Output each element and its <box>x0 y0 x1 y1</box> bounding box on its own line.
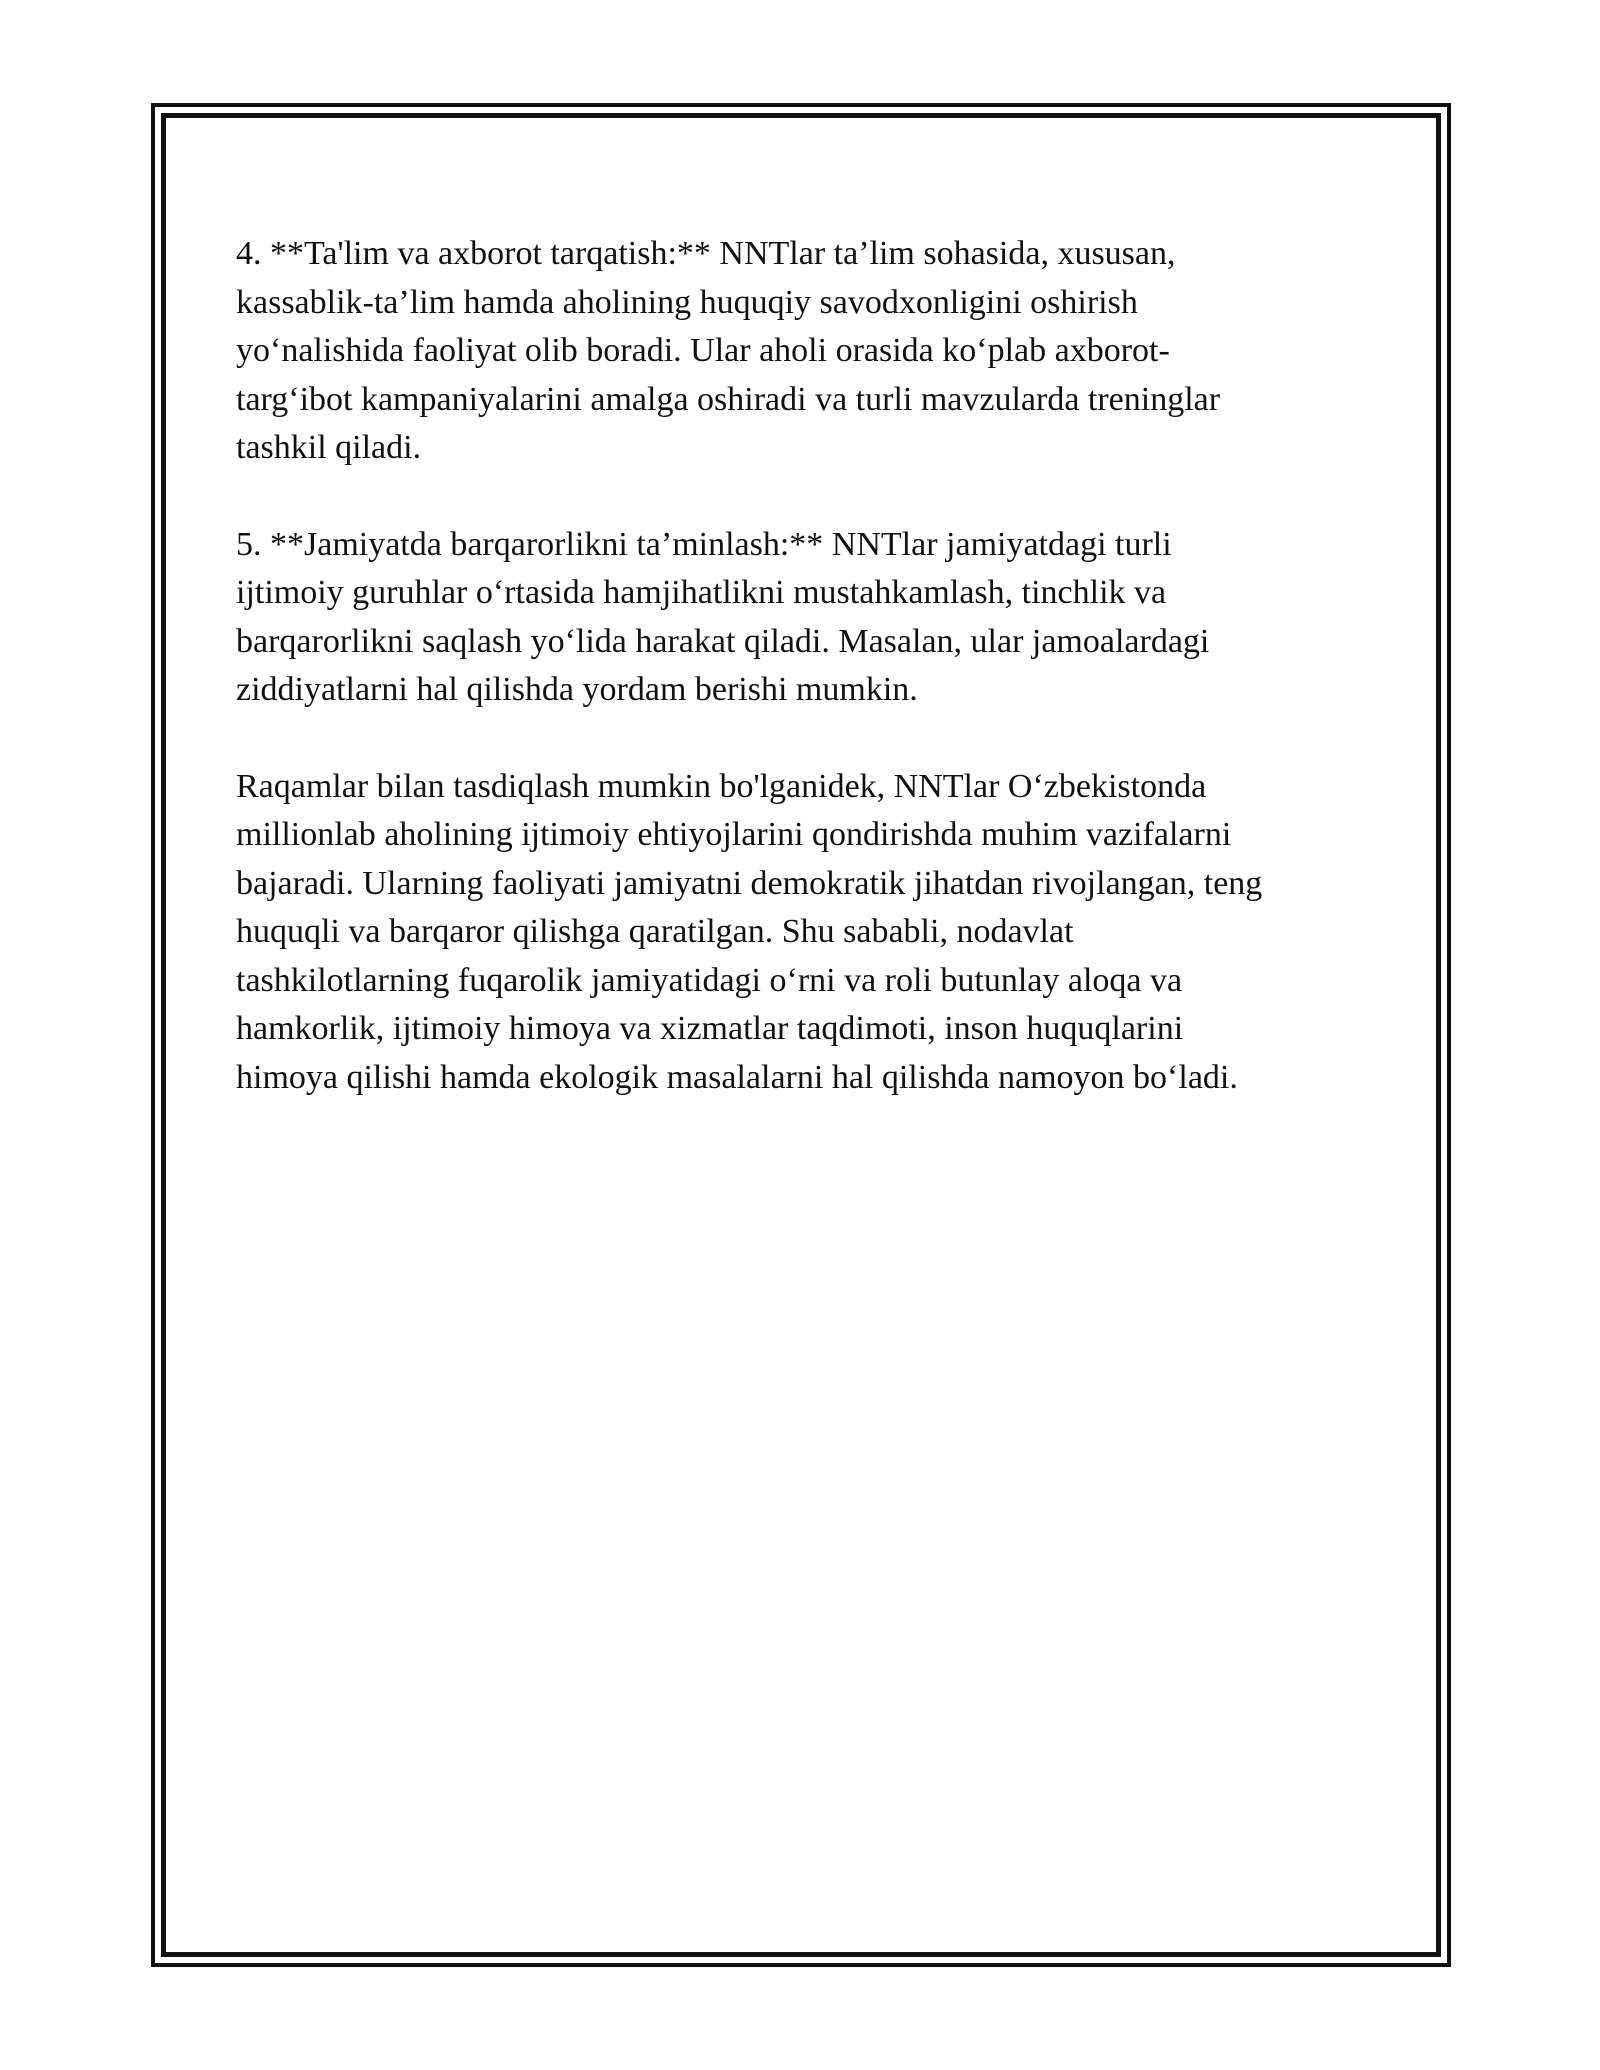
text-line: 5. **Jamiyatda barqarorlikni ta’minlash:** NNTlar jamiyatdagi turli <box>236 525 1172 563</box>
text-line: barqarorlikni saqlash yo‘lida harakat qiladi. Masalan, ular jamoalardagi <box>236 622 1210 660</box>
document-body <box>236 230 1366 1150</box>
text-line: yo‘nalishida faoliyat olib boradi. Ular aholi orasida ko‘plab axborot- <box>236 332 1170 369</box>
text-line: huquqli va barqaror qilishga qaratilgan. Shu sababli, nodavlat <box>236 913 1074 950</box>
text-line: hamkorlik, ijtimoiy himoya va xizmatlar taqdimoti, inson huquqlarini <box>236 1010 1184 1047</box>
text-line: millionlab aholining ijtimoiy ehtiyojlarini qondirishda muhim vazifalarni <box>236 816 1232 853</box>
text-line: kassablik-ta’lim hamda aholining huquqiy savodxonligini oshirish <box>236 283 1138 321</box>
paragraph-conclusion <box>236 763 1366 1103</box>
text-line: ziddiyatlarni hal qilishda yordam berishi mumkin. <box>236 671 918 708</box>
text-line: tashkil qiladi. <box>236 429 422 466</box>
text-line: 4. **Ta'lim va axborot tarqatish:** NNTlar ta’lim sohasida, xususan, <box>236 235 1176 272</box>
text-line: Raqamlar bilan tasdiqlash mumkin bo'lganidek, NNTlar O‘zbekistonda <box>236 767 1207 805</box>
paragraph-social-stability <box>236 521 1366 715</box>
text-line: ijtimoiy guruhlar o‘rtasida hamjihatlikni mustahkamlash, tinchlik va <box>236 574 1167 611</box>
text-line: tashkilotlarning fuqarolik jamiyatidagi o‘rni va roli butunlay aloqa va <box>236 961 1183 999</box>
text-line: himoya qilishi hamda ekologik masalalarni hal qilishda namoyon bo‘ladi. <box>236 1058 1238 1096</box>
paragraph-education-information <box>236 230 1366 473</box>
text-line: targ‘ibot kampaniyalarini amalga oshiradi va turli mavzularda treninglar <box>236 380 1221 418</box>
text-line: bajaradi. Ularning faoliyati jamiyatni demokratik jihatdan rivojlangan, teng <box>236 864 1263 902</box>
